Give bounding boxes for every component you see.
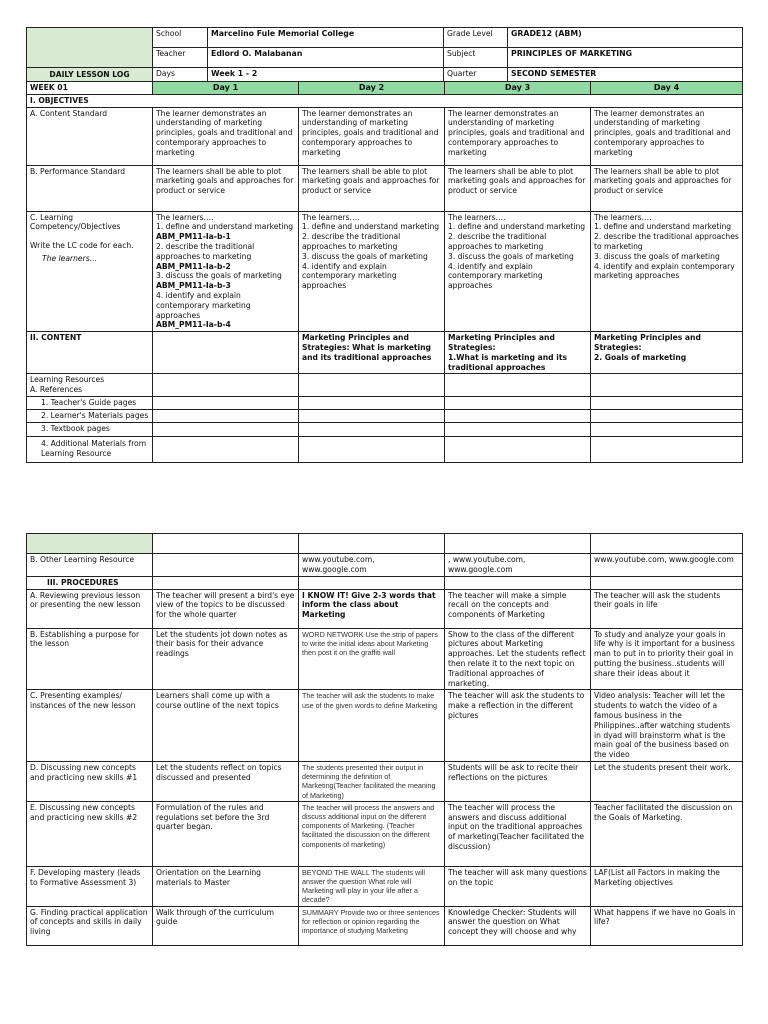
textbook-day3 bbox=[445, 422, 591, 436]
procedure-e-day1: Formulation of the rules and regulations set before the 3rd quarter began. bbox=[153, 801, 299, 866]
day-2-header: Day 2 bbox=[299, 82, 445, 95]
content-day3 bbox=[445, 332, 591, 374]
procedure-a-day1: The teacher will present a bird's eye view of the topics to be discussed for the whole quarter bbox=[153, 589, 299, 628]
competency-day4-line: 3. discuss the goals of marketing bbox=[594, 251, 720, 261]
other-resource-day1 bbox=[153, 554, 299, 577]
textbook-label: 3. Textbook pages bbox=[27, 422, 153, 436]
resources-day2 bbox=[299, 374, 445, 397]
procedure-e-label: E. Discussing new concepts and practicing new skills #2 bbox=[27, 801, 153, 866]
resources-day3 bbox=[445, 374, 591, 397]
teachers-guide-day2 bbox=[299, 396, 445, 409]
procedure-e-day2: The teacher will process the answers and discuss additional input on the different components of Marketing. (Teacher facilitated the discussion on the different components of marketing) bbox=[299, 801, 445, 866]
performance-standard-day3: The learners shall be able to plot marketing goals and approaches for product or service bbox=[445, 165, 591, 211]
procedure-f-day3: The teacher will ask many questions on the topic bbox=[445, 866, 591, 906]
competency-day2-line: 4. identify and explain contemporary marketing approaches bbox=[302, 261, 397, 291]
procedure-g-day1: Walk through of the curriculum guide bbox=[153, 906, 299, 945]
other-resource-label: B. Other Learning Resource bbox=[27, 554, 153, 577]
learners-materials-day4 bbox=[591, 409, 743, 422]
performance-standard-day4: The learners shall be able to plot marketing goals and approaches for product or service bbox=[591, 165, 743, 211]
lesson-log-table-days bbox=[26, 81, 743, 463]
procedure-g-day3: Knowledge Checker: Students will answer the question on What concept they will choose and why bbox=[445, 906, 591, 945]
procedure-c-day4: Video analysis: Teacher will let the students to watch the video of a famous business in the Philippines..after watching students in dyad will brainstorm what is the main goal of the business based on the video bbox=[591, 690, 743, 762]
teacher-label: Teacher bbox=[153, 48, 208, 68]
other-resource-day3: , www.youtube.com, www.google.com bbox=[445, 554, 591, 577]
school-label: School bbox=[153, 28, 208, 48]
procedure-g-day4: What happens if we have no Goals in life? bbox=[591, 906, 743, 945]
procedures-heading-day4 bbox=[591, 576, 743, 589]
procedure-a-day3: The teacher will make a simple recall on the concepts and components of Marketing bbox=[445, 589, 591, 628]
content-day3-line: Marketing Principles and Strategies: bbox=[448, 333, 555, 352]
competency-day4-line: 2. describe the traditional approaches to marketing bbox=[594, 232, 739, 251]
procedure-c-day3: The teacher will ask the students to make a reflection in the different pictures bbox=[445, 690, 591, 762]
subject-label: Subject bbox=[444, 48, 508, 68]
additional-materials-day4 bbox=[591, 436, 743, 462]
days-label: Days bbox=[153, 68, 208, 82]
competency-day2-line: 1. define and understand marketing bbox=[302, 222, 440, 232]
resources-label-line1: Learning Resources bbox=[30, 375, 105, 385]
competency-label-line3: The learners… bbox=[42, 253, 98, 263]
page2-top-blank-day1 bbox=[153, 534, 299, 554]
procedure-b-day1: Let the students jot down notes as their basis for their advance readings bbox=[153, 628, 299, 690]
procedures-heading-day3 bbox=[445, 576, 591, 589]
content-standard-day3: The learner demonstrates an understanding of marketing principles, goals and traditional and contemporary approaches to marketing bbox=[445, 107, 591, 165]
page2-top-blank-day2 bbox=[299, 534, 445, 554]
teachers-guide-day4 bbox=[591, 396, 743, 409]
procedure-g-label: G. Finding practical application of concepts and skills in daily living bbox=[27, 906, 153, 945]
competency-day3-line: 1. define and understand marketing bbox=[448, 222, 586, 232]
procedure-f-day1: Orientation on the Learning materials to Master bbox=[153, 866, 299, 906]
textbook-day4 bbox=[591, 422, 743, 436]
competency-day3-line: The learners…. bbox=[448, 212, 506, 222]
procedure-b-day3: Show to the class of the different pictures about Marketing approaches. Let the students reflect then relate it to the next topic on Traditional approaches of marketing. bbox=[445, 628, 591, 690]
procedure-d-day4: Let the students present their work. bbox=[591, 761, 743, 801]
competency-day2-line: The learners…. bbox=[302, 212, 360, 222]
grade-level-label: Grade Level bbox=[444, 28, 508, 48]
resources-label-line2: A. References bbox=[30, 385, 83, 395]
textbook-day2 bbox=[299, 422, 445, 436]
lesson-log-table-page2 bbox=[26, 533, 743, 946]
additional-materials-label: 4. Additional Materials from Learning Resource bbox=[27, 436, 153, 462]
other-resource-day2: www.youtube.com, www.google.com bbox=[299, 554, 445, 577]
competency-day3-line: 3. discuss the goals of marketing bbox=[448, 251, 574, 261]
learners-materials-day3 bbox=[445, 409, 591, 422]
procedures-heading-day2 bbox=[299, 576, 445, 589]
teachers-guide-label: 1. Teacher's Guide pages bbox=[27, 396, 153, 409]
lesson-log-table-page1 bbox=[26, 27, 743, 82]
competency-day1-line: 3. discuss the goals of marketing bbox=[156, 271, 282, 281]
procedure-e-day3: The teacher will process the answers and discuss additional input on the traditional approaches of marketing(Teacher facilitated the discussion) bbox=[445, 801, 591, 866]
teacher-name: Edlord O. Malabanan bbox=[208, 48, 444, 68]
procedure-a-day2: I KNOW IT! Give 2-3 words that inform the class about Marketing bbox=[299, 589, 445, 628]
content-standard-day2: The learner demonstrates an understanding of marketing principles, goals and traditional and contemporary approaches to marketing bbox=[299, 107, 445, 165]
competency-day1-code: ABM_PM11-Ia-b-3 bbox=[156, 281, 231, 291]
procedure-d-label: D. Discussing new concepts and practicing new skills #1 bbox=[27, 761, 153, 801]
procedures-heading: III. PROCEDURES bbox=[27, 576, 153, 589]
learners-materials-day2 bbox=[299, 409, 445, 422]
competency-day3 bbox=[445, 211, 591, 332]
procedure-a-label: A. Reviewing previous lesson or presenting the new lesson bbox=[27, 589, 153, 628]
performance-standard-day1: The learners shall be able to plot marketing goals and approaches for product or service bbox=[153, 165, 299, 211]
competency-day1-line: 2. describe the traditional approaches to marketing bbox=[156, 241, 255, 261]
procedure-a-day4: The teacher will ask the students their goals in life bbox=[591, 589, 743, 628]
page2-top-blank-day4 bbox=[591, 534, 743, 554]
school-name: Marcelino Fule Memorial College bbox=[208, 28, 444, 48]
procedure-b-day2: WORD NETWORK Use the strip of papers to write the initial ideas about Marketing then post it on the graffiti wall bbox=[299, 628, 445, 690]
teachers-guide-day1 bbox=[153, 396, 299, 409]
competency-day4 bbox=[591, 211, 743, 332]
resources-day4 bbox=[591, 374, 743, 397]
grade-level-value: GRADE12 (ABM) bbox=[508, 28, 743, 48]
content-day1 bbox=[153, 332, 299, 374]
competency-day1-line: 4. identify and explain contemporary marketing approaches bbox=[156, 290, 251, 320]
competency-day4-line: 4. identify and explain contemporary marketing approaches bbox=[594, 261, 735, 281]
procedure-b-label: B. Establishing a purpose for the lesson bbox=[27, 628, 153, 690]
content-day2: Marketing Principles and Strategies: What is marketing and its traditional approaches bbox=[299, 332, 445, 374]
competency-day4-line: The learners…. bbox=[594, 212, 652, 222]
competency-day3-line: 2. describe the traditional approaches to marketing bbox=[448, 232, 547, 251]
textbook-day1 bbox=[153, 422, 299, 436]
content-standard-label: A. Content Standard bbox=[27, 107, 153, 165]
procedure-f-day4: LAF(List all Factors in making the Marketing objectives bbox=[591, 866, 743, 906]
competency-day2-line: 2. describe the traditional approaches to marketing bbox=[302, 232, 401, 251]
day-1-header: Day 1 bbox=[153, 82, 299, 95]
additional-materials-day3 bbox=[445, 436, 591, 462]
performance-standard-label: B. Performance Standard bbox=[27, 165, 153, 211]
procedure-b-day4: To study and analyze your goals in life why is it important for a business man to put in to priority their goal in putting the business..students will share their ideas about it bbox=[591, 628, 743, 690]
subject-value: PRINCIPLES OF MARKETING bbox=[508, 48, 743, 68]
content-standard-day4: The learner demonstrates an understanding of marketing principles, goals and traditional and contemporary approaches to marketing bbox=[591, 107, 743, 165]
quarter-label: Quarter bbox=[444, 68, 508, 82]
procedure-e-day4: Teacher facilitated the discussion on the Goals of Marketing. bbox=[591, 801, 743, 866]
content-day3-line: 1.What is marketing and its traditional approaches bbox=[448, 352, 567, 372]
day-3-header: Day 3 bbox=[445, 82, 591, 95]
procedure-f-label: F. Developing mastery (leads to Formative Assessment 3) bbox=[27, 866, 153, 906]
teachers-guide-day3 bbox=[445, 396, 591, 409]
content-day4-line: 2. Goals of marketing bbox=[594, 352, 687, 362]
learners-materials-label: 2. Learner's Materials pages bbox=[27, 409, 153, 422]
content-standard-day1: The learner demonstrates an understanding of marketing principles, goals and traditional and contemporary approaches to marketing bbox=[153, 107, 299, 165]
procedure-d-day3: Students will be ask to recite their reflections on the pictures bbox=[445, 761, 591, 801]
page2-top-blank-day3 bbox=[445, 534, 591, 554]
learners-materials-day1 bbox=[153, 409, 299, 422]
days-value: Week 1 - 2 bbox=[208, 68, 444, 82]
content-label: II. CONTENT bbox=[27, 332, 153, 374]
procedure-c-day1: Learners shall come up with a course outline of the next topics bbox=[153, 690, 299, 762]
competency-label-line2: Write the LC code for each. bbox=[30, 241, 134, 251]
performance-standard-day2: The learners shall be able to plot marketing goals and approaches for product or service bbox=[299, 165, 445, 211]
other-resource-day4: www.youtube.com, www.google.com bbox=[591, 554, 743, 577]
procedure-f-day2: BEYOND THE WALL The students will answer the question What role will Marketing will play in your life after a decade? bbox=[299, 866, 445, 906]
competency-label-line1: C. Learning Competency/Objectives bbox=[30, 212, 121, 232]
competency-day2 bbox=[299, 211, 445, 332]
competency-label bbox=[27, 211, 153, 332]
competency-day1-line: The learners…. bbox=[156, 212, 214, 222]
procedure-d-day1: Let the students reflect on topics discussed and presented bbox=[153, 761, 299, 801]
header-blank-cell bbox=[27, 28, 153, 68]
page2-top-blank-label bbox=[27, 534, 153, 554]
procedure-g-day2: SUMMARY Provide two or three sentences for reflection or opinion regarding the importance of studying Marketing bbox=[299, 906, 445, 945]
competency-day1 bbox=[153, 211, 299, 332]
competency-day1-line: 1. define and understand marketing bbox=[156, 222, 294, 232]
daily-lesson-log-title: DAILY LESSON LOG bbox=[27, 68, 153, 82]
resources-label bbox=[27, 374, 153, 397]
competency-day2-line: 3. discuss the goals of marketing bbox=[302, 251, 428, 261]
content-day4 bbox=[591, 332, 743, 374]
objectives-heading: I. OBJECTIVES bbox=[27, 94, 743, 107]
resources-day1 bbox=[153, 374, 299, 397]
additional-materials-day2 bbox=[299, 436, 445, 462]
procedure-c-day2: The teacher will ask the students to make use of the given words to define Marketing bbox=[299, 690, 445, 762]
week-label: WEEK 01 bbox=[27, 82, 153, 95]
procedure-d-day2: The students presented their output in determining the definition of Marketing(Teacher facilitated the meaning of Marketing) bbox=[299, 761, 445, 801]
quarter-value: SECOND SEMESTER bbox=[508, 68, 743, 82]
procedure-c-label: C. Presenting examples/ instances of the new lesson bbox=[27, 690, 153, 762]
competency-day1-code: ABM_PM11-Ia-b-1 bbox=[156, 232, 231, 242]
competency-day1-code: ABM_PM11-Ia-b-2 bbox=[156, 261, 231, 271]
content-day4-line: Marketing Principles and Strategies: bbox=[594, 333, 701, 352]
day-4-header: Day 4 bbox=[591, 82, 743, 95]
procedures-heading-day1 bbox=[153, 576, 299, 589]
competency-day3-line: 4. identify and explain contemporary marketing approaches bbox=[448, 261, 543, 291]
additional-materials-day1 bbox=[153, 436, 299, 462]
competency-day1-code: ABM_PM11-Ia-b-4 bbox=[156, 320, 231, 330]
competency-day4-line: 1. define and understand marketing bbox=[594, 222, 732, 232]
